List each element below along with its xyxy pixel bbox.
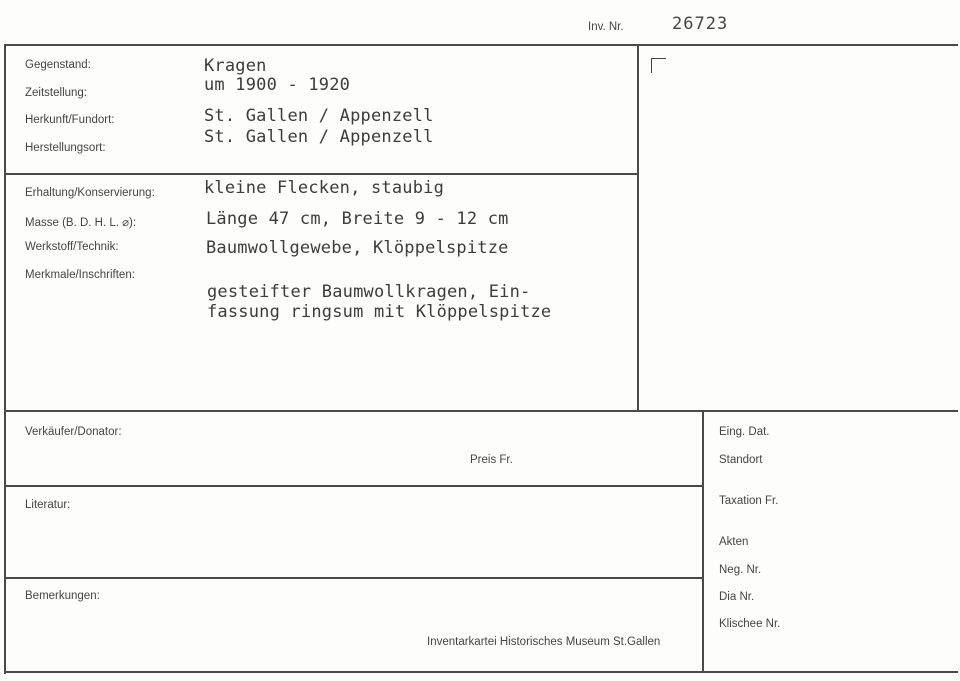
taxation-label: Taxation Fr. — [719, 495, 779, 507]
merkmale-value-line1: gesteifter Baumwollkragen, Ein- — [207, 282, 531, 302]
eing-dat-label: Eing. Dat. — [719, 426, 770, 438]
werkstoff-value: Baumwollgewebe, Klöppelspitze — [206, 238, 509, 258]
right-column-divider — [702, 410, 704, 672]
zeitstellung-label: Zeitstellung: — [25, 87, 88, 99]
masse-label: Masse (B. D. H. L. ⌀): — [25, 217, 137, 229]
merkmale-value-line2: fassung ringsum mit Klöppelspitze — [207, 302, 552, 322]
erhaltung-value: kleine Flecken, staubig — [204, 178, 445, 198]
inv-nr-value: 26723 — [672, 14, 729, 34]
herkunft-value: St. Gallen / Appenzell — [204, 106, 434, 126]
gegenstand-value: Kragen — [204, 56, 267, 76]
inv-nr-label: Inv. Nr. — [588, 21, 624, 33]
section-rule-2 — [4, 410, 958, 412]
bottom-rule — [4, 671, 958, 673]
bemerkungen-label: Bemerkungen: — [25, 590, 100, 602]
dia-nr-label: Dia Nr. — [719, 591, 755, 603]
left-border — [4, 44, 6, 674]
section-rule-1 — [4, 173, 638, 175]
zeitstellung-value: um 1900 - 1920 — [204, 75, 351, 95]
preis-label: Preis Fr. — [470, 454, 513, 466]
section-rule-3 — [4, 485, 702, 487]
photo-box-divider — [637, 44, 639, 411]
herkunft-label: Herkunft/Fundort: — [25, 114, 115, 126]
card-footer: Inventarkartei Historisches Museum St.Gallen — [427, 636, 661, 648]
header-rule — [4, 44, 958, 46]
standort-label: Standort — [719, 454, 763, 466]
masse-value: Länge 47 cm, Breite 9 - 12 cm — [206, 209, 509, 229]
gegenstand-label: Gegenstand: — [25, 59, 91, 71]
herstellungsort-label: Herstellungsort: — [25, 142, 106, 154]
erhaltung-label: Erhaltung/Konservierung: — [25, 187, 155, 199]
section-rule-4 — [4, 577, 702, 579]
photo-corner-mark — [651, 58, 666, 73]
herstellungsort-value: St. Gallen / Appenzell — [204, 127, 434, 147]
klischee-nr-label: Klischee Nr. — [719, 618, 781, 630]
akten-label: Akten — [719, 536, 749, 548]
literatur-label: Literatur: — [25, 499, 71, 511]
merkmale-label: Merkmale/Inschriften: — [25, 269, 135, 281]
verkaeufer-label: Verkäufer/Donator: — [25, 426, 122, 438]
werkstoff-label: Werkstoff/Technik: — [25, 241, 119, 253]
neg-nr-label: Neg. Nr. — [719, 564, 762, 576]
